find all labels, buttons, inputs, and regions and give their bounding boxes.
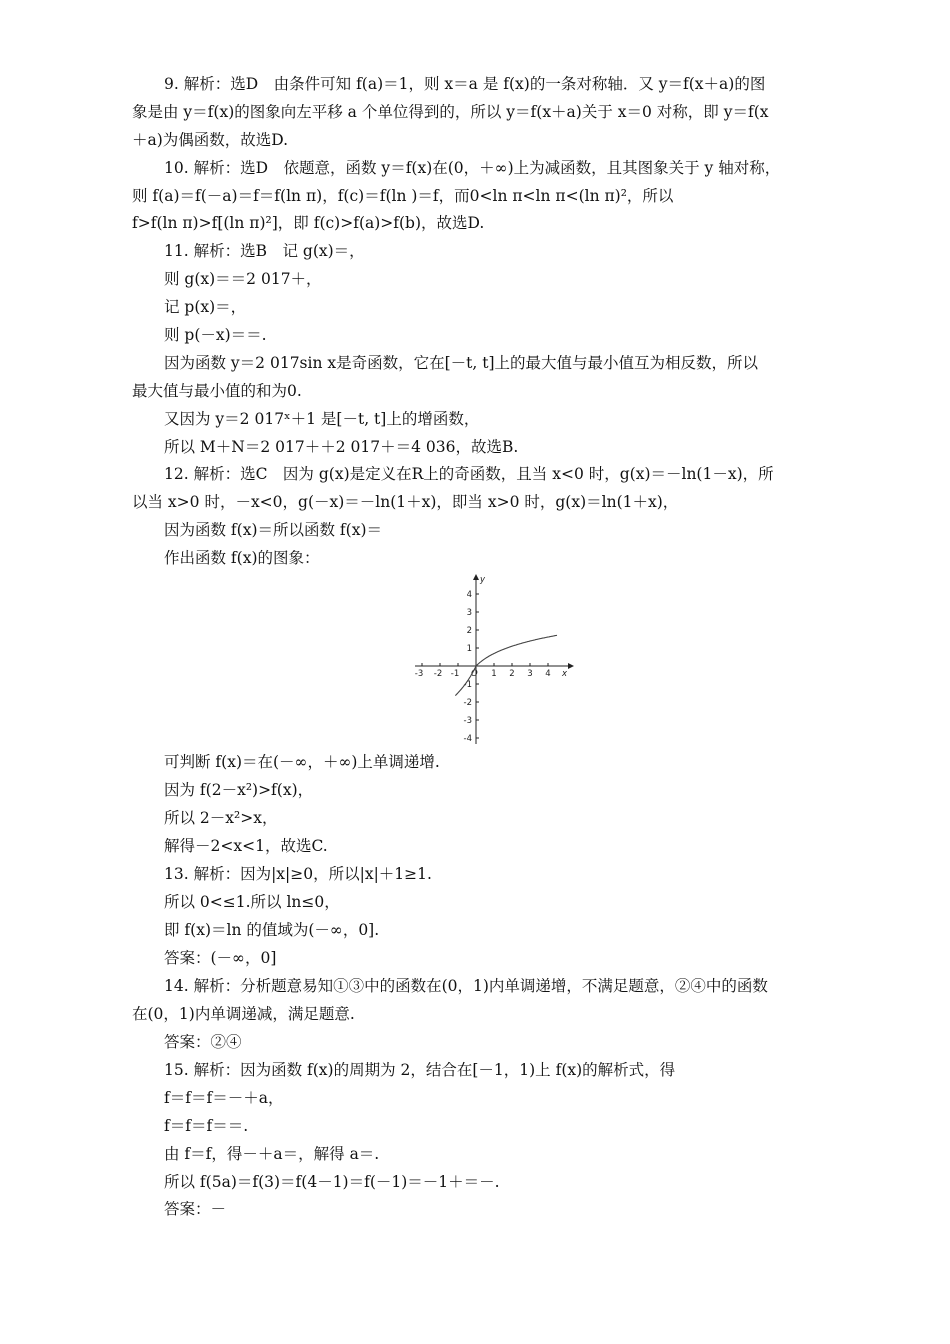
- x-tick-label: -2: [433, 669, 443, 679]
- text-line: f＝f＝f＝＝.: [164, 1117, 249, 1135]
- y-tick-label: -4: [463, 734, 472, 744]
- x-tick-label: 3: [527, 669, 533, 679]
- origin-label: O: [471, 669, 478, 679]
- text-line: 则 f(a)＝f(－a)＝f＝f(ln π)，f(c)＝f(ln )＝f，而0<ln π<ln π<(ln π)²，所以: [132, 187, 674, 205]
- x-tick-label: -3: [414, 669, 424, 679]
- text-line: 即 f(x)＝ln 的值域为(－∞，0].: [164, 921, 380, 939]
- text-line: 因为函数 f(x)＝所以函数 f(x)＝: [164, 521, 382, 539]
- y-tick-label: 3: [466, 608, 472, 618]
- text-line: 所以 2－x²>x，: [164, 809, 278, 827]
- y-tick-label: 1: [466, 644, 472, 654]
- function-graph: [410, 572, 575, 748]
- text-line: 12. 解析：选C 因为 g(x)是定义在R上的奇函数，且当 x<0 时，g(x)＝－ln(1－x)，所: [164, 465, 774, 483]
- y-tick-label: 2: [466, 626, 472, 636]
- text-line: 10. 解析：选D 依题意，函数 y＝f(x)在(0，＋∞)上为减函数，且其图象关于 y 轴对称，: [164, 159, 781, 177]
- text-line: 15. 解析：因为函数 f(x)的周期为 2，结合在[－1，1)上 f(x)的解析式，得: [164, 1061, 676, 1079]
- text-line: 记 p(x)＝，: [164, 298, 247, 316]
- text-line: 则 p(－x)＝＝.: [164, 326, 267, 344]
- text-line: 在(0，1)内单调递减，满足题意.: [132, 1005, 355, 1023]
- text-line: 又因为 y＝2 017ˣ＋1 是[－t, t]上的增函数，: [164, 410, 480, 428]
- x-axis-arrow: [568, 663, 574, 669]
- text-line: 13. 解析：因为|x|≥0，所以|x|＋1≥1.: [164, 865, 432, 883]
- text-line: 象是由 y＝f(x)的图象向左平移 a 个单位得到的，所以 y＝f(x＋a)关于 x＝0 对称，即 y＝f(x: [132, 103, 769, 121]
- text-line: 9. 解析：选D 由条件可知 f(a)＝1，则 x＝a 是 f(x)的一条对称轴．又 y＝f(x＋a)的图: [164, 75, 766, 93]
- text-line: 因为函数 y＝2 017sin x是奇函数，它在[－t, t]上的最大值与最小值互为相反数，所以: [164, 354, 759, 372]
- x-tick-label: 4: [545, 669, 551, 679]
- text-line: f＝f＝f＝－＋a，: [164, 1089, 284, 1107]
- text-line: 所以 0<≤1.所以 ln≤0，: [164, 893, 340, 911]
- text-line: 14. 解析：分析题意易知①③中的函数在(0，1)内单调递增，不满足题意，②④中的函数: [164, 977, 768, 995]
- text-line: 由 f＝f，得－＋a＝，解得 a＝.: [164, 1145, 380, 1163]
- text-line: 所以 f(5a)＝f(3)＝f(4－1)＝f(－1)＝－1＋＝－.: [164, 1173, 500, 1191]
- text-line: ＋a)为偶函数，故选D.: [132, 131, 289, 149]
- x-tick-label: 1: [491, 669, 497, 679]
- text-line: 因为 f(2－x²)>f(x)，: [164, 781, 314, 799]
- y-axis-arrow: [473, 574, 479, 580]
- text-line: 11. 解析：选B 记 g(x)＝，: [164, 242, 365, 260]
- text-line: 以当 x>0 时，－x<0，g(－x)＝－ln(1＋x)，即当 x>0 时，g(x)＝ln(1＋x)，: [132, 493, 679, 511]
- y-tick-label: 4: [466, 590, 472, 600]
- x-tick-label: 2: [509, 669, 515, 679]
- x-tick-label: -1: [450, 669, 460, 679]
- text-line: 最大值与最小值的和为0.: [132, 382, 302, 400]
- text-line: 解得－2<x<1，故选C.: [164, 837, 328, 855]
- x-axis-label: x: [562, 669, 568, 679]
- y-axis-label: y: [480, 575, 486, 585]
- y-tick-label: -2: [463, 698, 472, 708]
- text-line: 则 g(x)＝＝2 017＋，: [164, 270, 322, 288]
- y-tick-label: -1: [463, 680, 472, 690]
- text-line: 答案：－: [164, 1200, 227, 1218]
- text-line: 可判断 f(x)＝在(－∞，＋∞)上单调递增.: [164, 753, 440, 771]
- text-line: 作出函数 f(x)的图象：: [164, 549, 320, 567]
- text-line: f>f(ln π)>f[(ln π)²]，即 f(c)>f(a)>f(b)，故选D.: [132, 214, 485, 232]
- text-line: 答案：(－∞，0]: [164, 949, 277, 967]
- y-tick-label: -3: [463, 716, 472, 726]
- text-line: 所以 M＋N＝2 017＋＋2 017＋＝4 036，故选B.: [164, 438, 519, 456]
- text-line: 答案：②④: [164, 1033, 242, 1051]
